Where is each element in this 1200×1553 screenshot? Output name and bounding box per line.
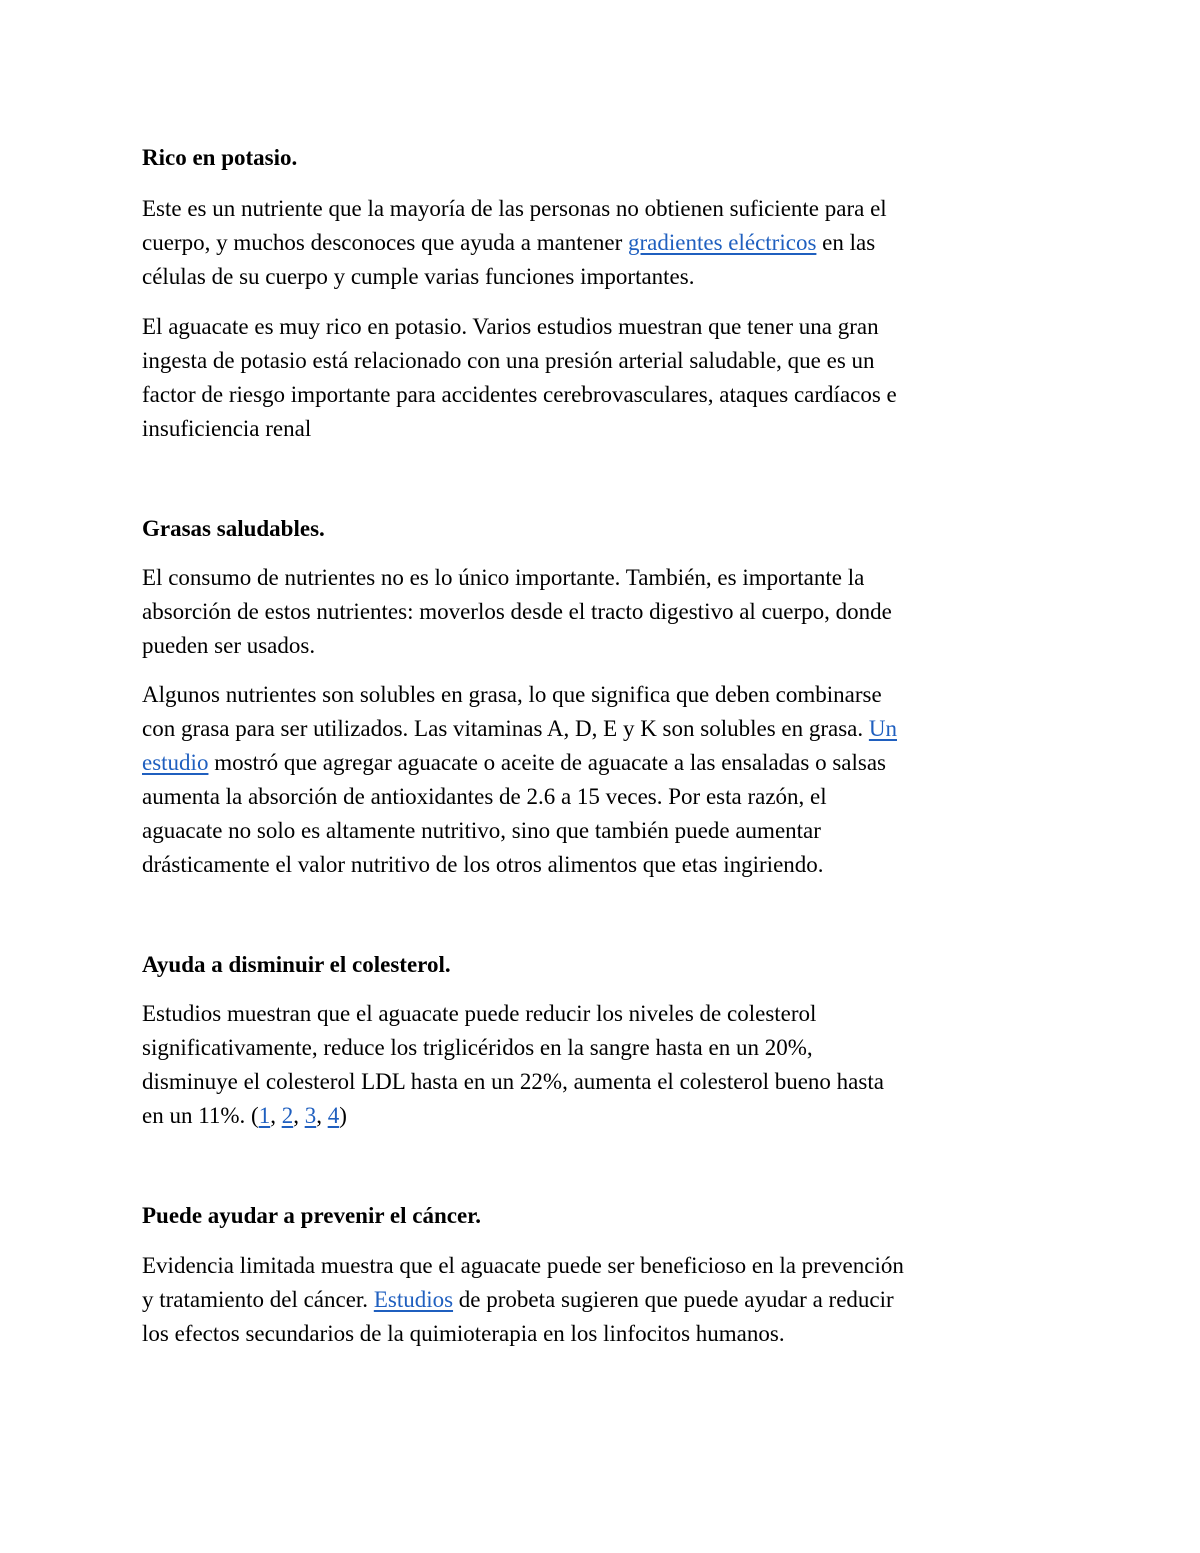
paragraph-line: Estudios muestran que el aguacate puede reducir los niveles de colesterol (142, 1001, 817, 1026)
text-run: , (270, 1103, 282, 1128)
paragraph-line (142, 715, 897, 743)
paragraph-line: aguacate no solo es altamente nutritivo, sino que también puede aumentar (142, 818, 821, 843)
section-heading-cancer: Puede ayudar a prevenir el cáncer. (142, 1203, 482, 1228)
paragraph-line: insuficiencia renal (142, 416, 312, 441)
paragraph-line (142, 229, 875, 257)
text-run: cuerpo, y muchos desconoces que ayuda a mantener (142, 230, 629, 255)
link-estudios[interactable]: Estudios (373, 1287, 454, 1312)
link-un-estudio-cont[interactable]: estudio (142, 750, 209, 775)
text-run: de probeta sugieren que puede ayudar a reducir (453, 1287, 894, 1312)
text-run: en un 11%. ( (142, 1103, 259, 1128)
text-run: y tratamiento del cáncer. (142, 1287, 374, 1312)
section-heading-colesterol: Ayuda a disminuir el colesterol. (142, 952, 451, 977)
text-run: con grasa para ser utilizados. Las vitaminas A, D, E y K son solubles en grasa. (142, 716, 869, 741)
paragraph-line: pueden ser usados. (142, 633, 316, 658)
paragraph-line: El aguacate es muy rico en potasio. Varios estudios muestran que tener una gran (142, 314, 879, 339)
paragraph-line (142, 749, 886, 777)
text-run: , (293, 1103, 305, 1128)
paragraph-line: El consumo de nutrientes no es lo único importante. También, es importante la (142, 565, 865, 590)
paragraph-line: Algunos nutrientes son solubles en grasa, lo que significa que deben combinarse (142, 682, 882, 707)
text-run: , (316, 1103, 328, 1128)
paragraph-line (142, 1102, 347, 1130)
paragraph-line: disminuye el colesterol LDL hasta en un 22%, aumenta el colesterol bueno hasta (142, 1069, 884, 1094)
paragraph-line: factor de riesgo importante para accidentes cerebrovasculares, ataques cardíacos e (142, 382, 897, 407)
paragraph-line: absorción de estos nutrientes: moverlos desde el tracto digestivo al cuerpo, donde (142, 599, 892, 624)
reference-link-3[interactable]: 3 (304, 1103, 317, 1128)
reference-link-1[interactable]: 1 (258, 1103, 271, 1128)
section-heading-potasio: Rico en potasio. (142, 145, 298, 170)
paragraph-line: Evidencia limitada muestra que el aguacate puede ser beneficioso en la prevención (142, 1253, 904, 1278)
paragraph-line: los efectos secundarios de la quimioterapia en los linfocitos humanos. (142, 1321, 785, 1346)
paragraph-line: células de su cuerpo y cumple varias funciones importantes. (142, 264, 695, 289)
paragraph-line: ingesta de potasio está relacionado con una presión arterial saludable, que es un (142, 348, 875, 373)
paragraph-line: Este es un nutriente que la mayoría de las personas no obtienen suficiente para el (142, 196, 887, 221)
reference-link-4[interactable]: 4 (327, 1103, 340, 1128)
text-run: en las (816, 230, 876, 255)
paragraph-line: significativamente, reduce los triglicéridos en la sangre hasta en un 20%, (142, 1035, 813, 1060)
text-run: ) (339, 1103, 347, 1128)
paragraph-line: drásticamente el valor nutritivo de los otros alimentos que etas ingiriendo. (142, 852, 824, 877)
paragraph-line: aumenta la absorción de antioxidantes de 2.6 a 15 veces. Por esta razón, el (142, 784, 827, 809)
link-gradientes-electricos[interactable]: gradientes eléctricos (628, 230, 817, 255)
reference-link-2[interactable]: 2 (281, 1103, 294, 1128)
section-heading-grasas: Grasas saludables. (142, 516, 325, 541)
link-un-estudio[interactable]: Un (868, 716, 898, 741)
text-run: mostró que agregar aguacate o aceite de aguacate a las ensaladas o salsas (208, 750, 886, 775)
paragraph-line (142, 1286, 894, 1314)
